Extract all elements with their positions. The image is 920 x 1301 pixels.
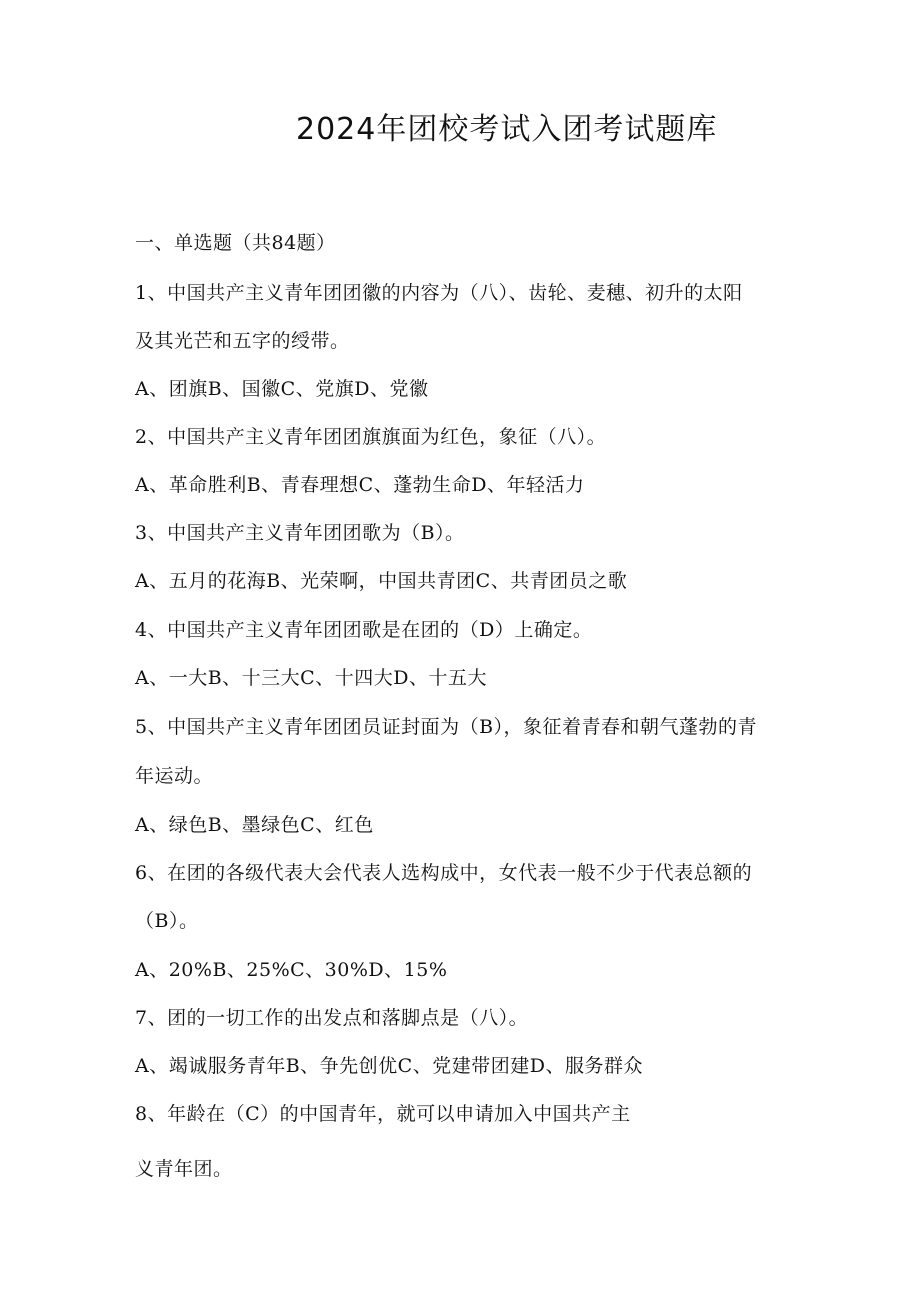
question-1-options: A、团旗B、国徽C、党旗D、党徽 xyxy=(135,378,429,400)
question-7-stem: 7、团的一切工作的出发点和落脚点是（八）。 xyxy=(135,1007,529,1029)
question-8-stem: 8、年龄在（C）的中国青年，就可以申请加入中国共产主 xyxy=(135,1103,631,1125)
question-4-options: A、一大B、十三大C、十四大D、十五大 xyxy=(135,667,487,689)
question-6-stem-continued: （B）。 xyxy=(135,910,199,932)
question-5-stem-continued: 年运动。 xyxy=(135,765,214,787)
question-7-options: A、竭诚服务青年B、争先创优C、党建带团建D、服务群众 xyxy=(135,1055,643,1077)
question-6-options: A、20%B、25%C、30%D、15% xyxy=(135,959,448,981)
question-5-options: A、绿色B、墨绿色C、红色 xyxy=(135,814,374,836)
question-3-options: A、五月的花海B、光荣啊，中国共青团C、共青团员之歌 xyxy=(135,570,628,592)
question-1-stem: 1、中国共产主义青年团团徽的内容为（八）、齿轮、麦穗、初升的太阳 xyxy=(135,282,743,304)
question-4-stem: 4、中国共产主义青年团团歌是在团的（D）上确定。 xyxy=(135,619,593,641)
question-2-options: A、革命胜利B、青春理想C、蓬勃生命D、年轻活力 xyxy=(135,474,585,496)
question-2-stem: 2、中国共产主义青年团团旗旗面为红色，象征（八）。 xyxy=(135,426,607,448)
question-6-stem: 6、在团的各级代表大会代表人选构成中，女代表一般不少于代表总额的 xyxy=(135,862,753,884)
section-heading: 一、单选题（共84题） xyxy=(135,232,336,254)
question-3-stem: 3、中国共产主义青年团团歌为（B）。 xyxy=(135,522,465,544)
question-8-stem-continued: 义青年团。 xyxy=(135,1158,233,1180)
question-5-stem: 5、中国共产主义青年团团员证封面为（B），象征着青春和朝气蓬勃的青 xyxy=(135,716,758,738)
question-1-stem-continued: 及其光芒和五字的绶带。 xyxy=(135,330,350,352)
document-title: 2024年团校考试入团考试题库 xyxy=(296,112,718,147)
